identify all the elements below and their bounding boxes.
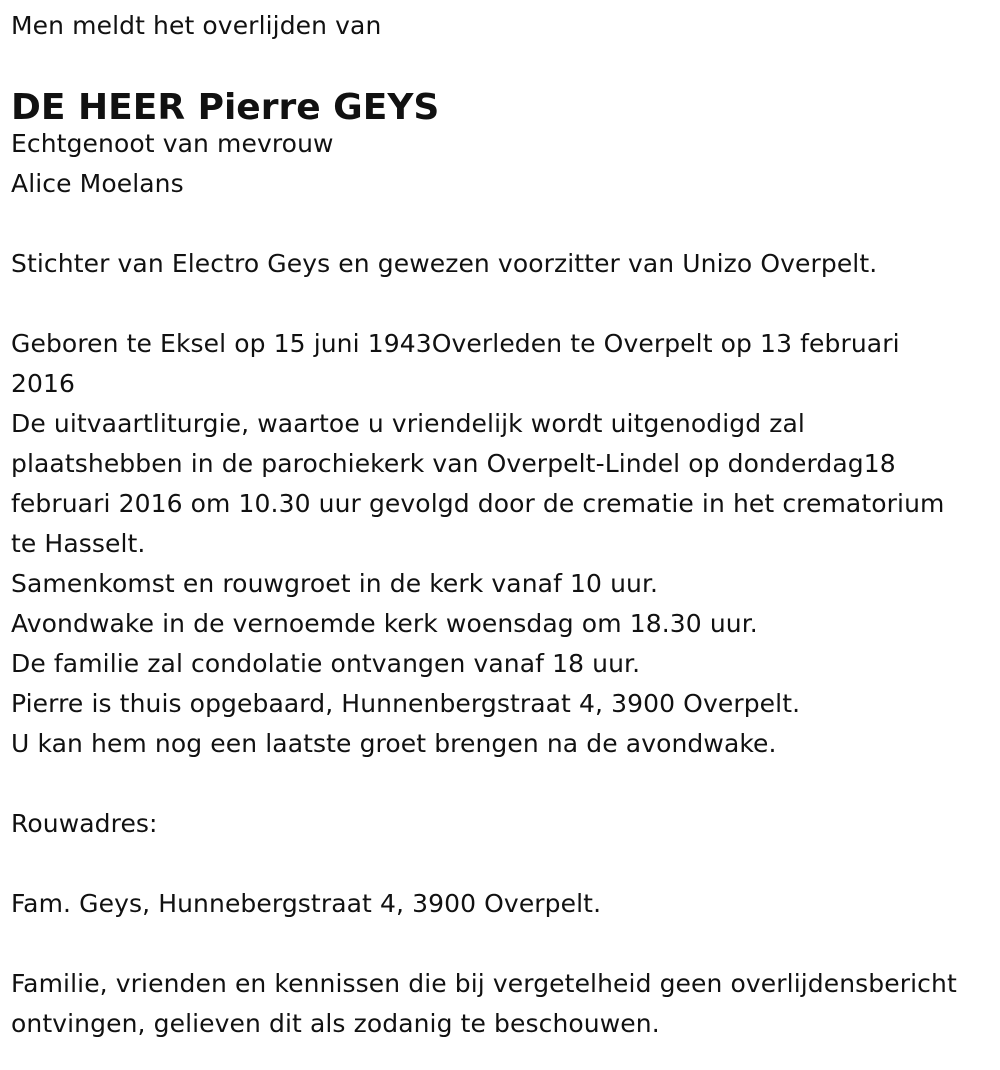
spacer — [11, 204, 1000, 244]
gathering-text: Samenkomst en rouwgroet in de kerk vanaf 10 uur. — [11, 569, 659, 598]
spouse-line-1: Echtgenoot van mevrouw — [11, 129, 334, 158]
spacer — [11, 924, 1000, 964]
vigil-text: Avondwake in de vernoemde kerk woensdag om 18.30 uur. — [11, 609, 758, 638]
spacer — [11, 284, 1000, 324]
deceased-name-title: DE HEER Pierre GEYS — [11, 87, 440, 128]
address-label: Rouwadres: — [11, 809, 158, 838]
condolences-text: De familie zal condolatie ontvangen vanaf 18 uur. — [11, 649, 641, 678]
spacer — [11, 46, 1000, 84]
closing-text: Familie, vrienden en kennissen die bij vergetelheid geen overlijdensbericht ontvingen, gelieven dit als zodanig te beschouwen. — [11, 969, 957, 1038]
funeral-text: De uitvaartliturgie, waartoe u vriendelijk wordt uitgenodigd zal plaatshebben in de parochiekerk van Overpelt-Lindel op donderdag18 februari 2016 om 10.30 uur gevolgd door de crematie in het crematorium te Hasselt. — [11, 409, 945, 558]
founder-text: Stichter van Electro Geys en gewezen voorzitter van Unizo Overpelt. — [11, 249, 878, 278]
birth-death-text: Geboren te Eksel op 15 juni 1943Overleden te Overpelt op 13 februari 2016 — [11, 329, 900, 398]
last-greeting-text: U kan hem nog een laatste groet brengen na de avondwake. — [11, 729, 777, 758]
spacer — [11, 844, 1000, 884]
mourning-address: Fam. Geys, Hunnebergstraat 4, 3900 Overpelt. — [11, 889, 602, 918]
spouse-line-2: Alice Moelans — [11, 169, 184, 198]
intro-text: Men meldt het overlijden van — [11, 11, 382, 40]
laid-out-text: Pierre is thuis opgebaard, Hunnenbergstraat 4, 3900 Overpelt. — [11, 689, 801, 718]
spacer — [11, 764, 1000, 804]
